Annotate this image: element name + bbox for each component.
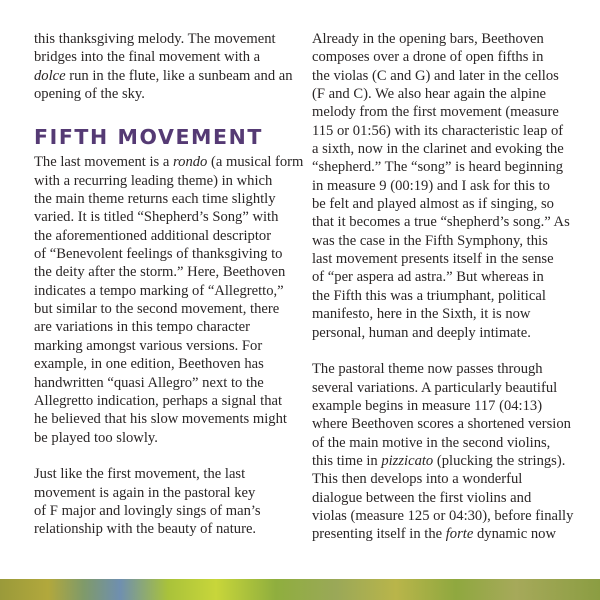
text-line <box>34 484 309 502</box>
italic-term: rondo <box>173 154 208 171</box>
painting-strip-decoration <box>0 579 600 600</box>
paragraph <box>34 465 309 538</box>
text-line <box>312 287 587 305</box>
text-segment: “shepherd.” The “song” is heard beginning <box>312 159 563 176</box>
text-line <box>34 392 309 410</box>
italic-term: pizzicato <box>381 452 434 469</box>
text-segment: be felt and played almost as if singing, so <box>312 196 554 213</box>
section-heading: FIFTH MOVEMENT <box>34 125 264 150</box>
text-segment: presenting itself in the <box>312 526 446 543</box>
paragraph <box>34 153 309 447</box>
paragraph <box>312 360 587 543</box>
text-line <box>34 429 309 447</box>
text-segment: dynamic now <box>473 526 557 543</box>
text-segment: but similar to the second movement, there <box>34 301 280 318</box>
text-segment: that it becomes a true “shepherd’s song.” As <box>312 214 570 231</box>
text-line <box>312 250 587 268</box>
text-segment: are variations in this tempo character <box>34 319 250 336</box>
text-segment: The last movement is a <box>34 154 174 171</box>
text-segment: 115 or 01:56) with its characteristic leap of <box>312 122 564 139</box>
text-line <box>34 318 309 336</box>
text-line <box>34 337 309 355</box>
text-line <box>312 324 587 342</box>
text-segment: this thanksgiving melody. The movement <box>34 31 276 47</box>
text-line <box>312 30 587 48</box>
text-segment: Just like the first movement, the last <box>34 466 246 483</box>
text-line <box>312 525 587 543</box>
text-segment: where Beethoven scores a shortened version <box>312 416 571 433</box>
text-segment: the aforementioned additional descriptor <box>34 227 272 244</box>
text-segment: varied. It is titled “Shepherd’s Song” with <box>34 209 279 226</box>
text-line <box>312 177 587 195</box>
paragraph <box>312 30 587 342</box>
text-segment: handwritten “quasi Allegro” next to the <box>34 374 264 391</box>
text-line <box>34 30 309 48</box>
text-line <box>312 85 587 103</box>
text-line <box>34 263 309 281</box>
text-segment: bridges into the final movement with a <box>34 49 261 66</box>
text-segment: This then develops into a wonderful <box>312 471 523 488</box>
text-line <box>312 158 587 176</box>
text-segment: manifesto, here in the Sixth, it is now <box>312 306 531 323</box>
text-segment: of “Benevolent feelings of thanksgiving to <box>34 246 283 263</box>
left-column <box>34 30 309 539</box>
text-line <box>312 379 587 397</box>
text-line <box>34 355 309 373</box>
text-line <box>312 213 587 231</box>
text-segment: with a recurring leading theme) in which <box>34 172 273 189</box>
text-line <box>312 489 587 507</box>
text-line <box>312 67 587 85</box>
text-line <box>312 470 587 488</box>
text-line <box>34 374 309 392</box>
text-segment: the main theme returns each time slightly <box>34 191 276 208</box>
text-segment: example, in one edition, Beethoven has <box>34 356 264 373</box>
text-line <box>34 153 309 171</box>
text-line <box>312 122 587 140</box>
text-line <box>34 300 309 318</box>
text-line <box>34 520 309 538</box>
text-line <box>312 305 587 323</box>
text-segment: run in the flute, like a sunbeam and an <box>65 67 293 84</box>
text-line <box>34 245 309 263</box>
text-segment: dialogue between the first violins and <box>312 489 532 506</box>
text-line <box>34 502 309 520</box>
text-line <box>34 48 309 66</box>
text-segment: the Fifth this was a triumphant, political <box>312 287 546 304</box>
text-segment: Already in the opening bars, Beethoven <box>312 31 544 47</box>
text-line <box>312 48 587 66</box>
text-segment: in measure 9 (00:19) and I ask for this to <box>312 177 550 194</box>
text-line <box>312 507 587 525</box>
text-segment: (plucking the strings). <box>433 452 566 469</box>
text-line <box>34 85 309 103</box>
text-segment: Allegretto indication, perhaps a signal that <box>34 392 283 409</box>
text-line <box>34 208 309 226</box>
text-segment: (F and C). We also hear again the alpine <box>312 86 547 103</box>
text-segment: relationship with the beauty of nature. <box>34 521 257 538</box>
text-line <box>34 465 309 483</box>
text-segment: (a musical form <box>207 154 304 171</box>
text-segment: this time in <box>312 452 382 469</box>
text-segment: marking amongst various versions. For <box>34 337 263 354</box>
text-line <box>312 268 587 286</box>
text-line <box>34 190 309 208</box>
text-line <box>312 232 587 250</box>
text-line <box>312 434 587 452</box>
right-column <box>312 30 587 544</box>
text-segment: of “per aspera ad astra.” But whereas in <box>312 269 544 286</box>
text-line <box>34 410 309 428</box>
text-line <box>312 140 587 158</box>
text-line <box>312 415 587 433</box>
text-segment: was the case in the Fifth Symphony, this <box>312 232 548 249</box>
text-segment: he believed that his slow movements might <box>34 411 287 428</box>
text-segment: indicates a tempo marking of “Allegretto,” <box>34 282 284 299</box>
text-line <box>34 282 309 300</box>
text-segment: of F major and lovingly sings of man’s <box>34 502 261 519</box>
text-segment: the deity after the storm.” Here, Beethoven <box>34 264 286 281</box>
italic-term: forte <box>445 526 474 543</box>
text-line <box>34 227 309 245</box>
text-segment: last movement presents itself in the sense <box>312 251 554 268</box>
intro-paragraph <box>34 30 309 103</box>
text-line <box>312 103 587 121</box>
text-line <box>312 397 587 415</box>
text-line <box>312 452 587 470</box>
text-line <box>34 67 309 85</box>
text-segment: a sixth, now in the clarinet and evoking the <box>312 141 564 158</box>
text-line <box>34 172 309 190</box>
text-segment: movement is again in the pastoral key <box>34 484 256 501</box>
text-segment: melody from the first movement (measure <box>312 104 559 121</box>
text-segment: composes over a drone of open fifths in <box>312 49 544 66</box>
text-segment: personal, human and deeply intimate. <box>312 324 531 341</box>
text-segment: the violas (C and G) and later in the cellos <box>312 67 559 84</box>
text-segment: be played too slowly. <box>34 429 158 446</box>
text-line <box>312 195 587 213</box>
text-segment: violas (measure 125 or 04:30), before finally <box>312 507 574 524</box>
text-line <box>312 360 587 378</box>
text-segment: The pastoral theme now passes through <box>312 361 543 378</box>
text-segment: several variations. A particularly beautiful <box>312 379 558 396</box>
text-segment: example begins in measure 117 (04:13) <box>312 397 543 414</box>
italic-term: dolce <box>34 67 66 84</box>
text-segment: of the main motive in the second violins, <box>312 434 551 451</box>
text-segment: opening of the sky. <box>34 86 145 103</box>
